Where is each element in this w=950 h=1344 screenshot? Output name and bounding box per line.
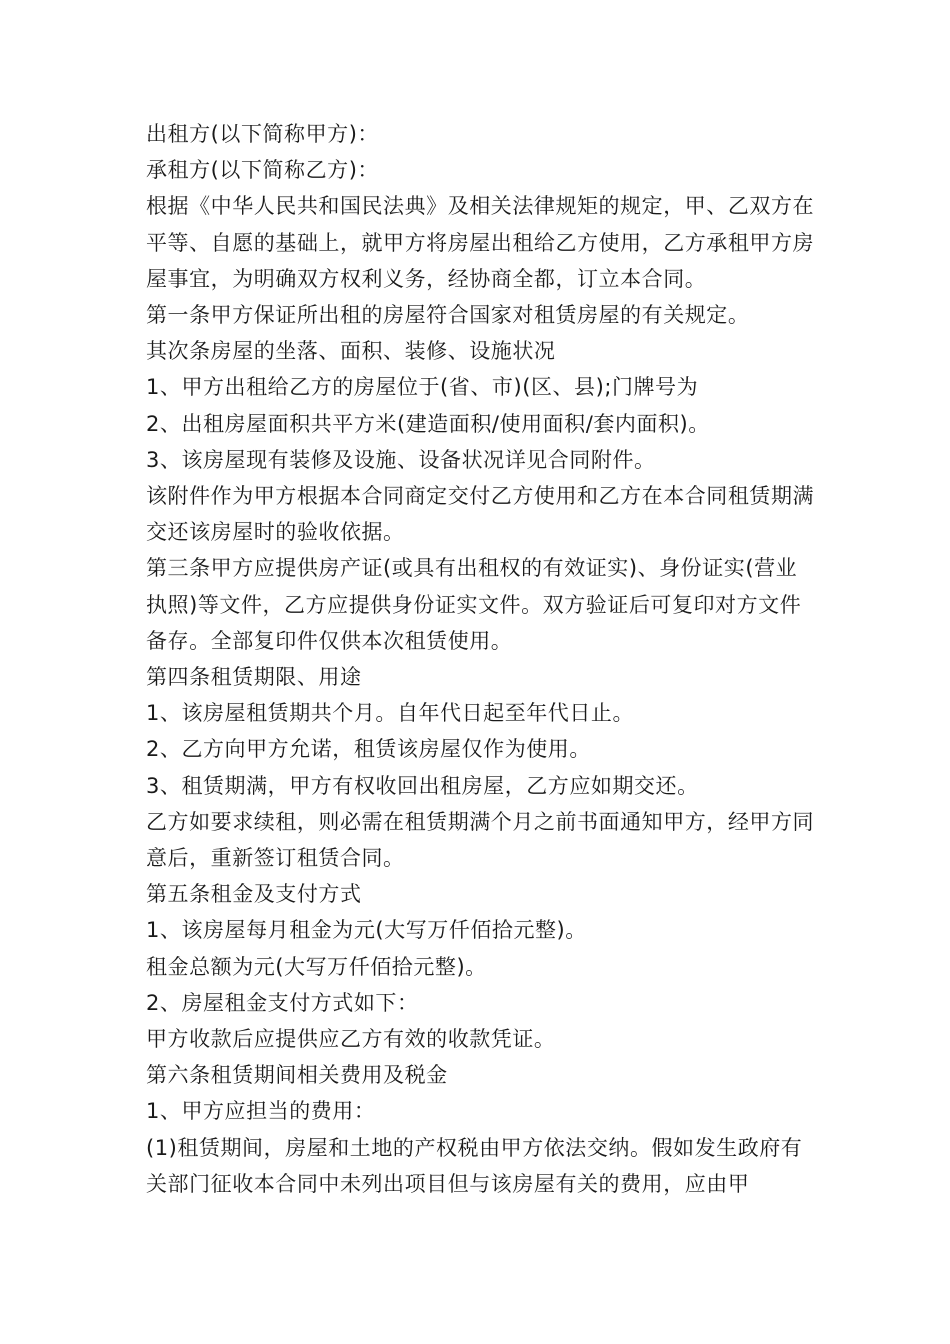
article-5-total-rent: 租金总额为元(大写万仟佰拾元整)。 xyxy=(146,954,487,979)
party-lessor-line: 出租方(以下简称甲方)： xyxy=(146,122,379,146)
article-4-item-3: 3、租赁期满，甲方有权收回出租房屋，乙方应如期交还。 xyxy=(146,773,699,798)
article-4-renewal-note: 乙方如要求续租，则必需在租赁期满个月之前书面通知甲方，经甲方同意后，重新签订租赁合同。 xyxy=(146,809,815,871)
article-6-item-1-sub-1: (1)租赁期间，房屋和土地的产权税由甲方依法交纳。假如发生政府有关部门征收本合同中未列出项目但与该房屋有关的费用，应由甲 xyxy=(146,1135,803,1196)
document-body xyxy=(146,116,816,1202)
article-1: 第一条甲方保证所出租的房屋符合国家对租赁房屋的有关规定。 xyxy=(146,303,750,328)
article-6-item-1: 1、甲方应担当的费用： xyxy=(146,1099,376,1124)
party-lessee-line: 承租方(以下简称乙方)： xyxy=(146,158,379,183)
article-2-item-1: 1、甲方出租给乙方的房屋位于(省、市)(区、县);门牌号为 xyxy=(146,375,699,400)
article-3: 第三条甲方应提供房产证(或具有出租权的有效证实)、身份证实(营业执照)等文件，乙方应提供身份证实文件。双方验证后可复印对方文件备存。全部复印件仅供本次租赁使用。 xyxy=(146,556,802,653)
article-4-item-2: 2、乙方向甲方允诺，租赁该房屋仅作为使用。 xyxy=(146,737,591,762)
preamble-paragraph: 根据《中华人民共和国民法典》及相关法律规矩的规定，甲、乙双方在平等、自愿的基础上，就甲方将房屋出租给乙方使用，乙方承租甲方房屋事宜，为明确双方权利义务，经协商全都，订立本合同。 xyxy=(146,194,815,291)
article-4-heading: 第四条租赁期限、用途 xyxy=(146,665,362,690)
article-5-receipt-note: 甲方收款后应提供应乙方有效的收款凭证。 xyxy=(146,1027,556,1052)
article-5-item-2: 2、房屋租金支付方式如下： xyxy=(146,990,419,1015)
article-6-heading: 第六条租赁期间相关费用及税金 xyxy=(146,1063,448,1088)
article-2-note: 该附件作为甲方根据本合同商定交付乙方使用和乙方在本合同租赁期满交还该房屋时的验收依据。 xyxy=(146,484,815,545)
article-2-item-3: 3、该房屋现有装修及设施、设备状况详见合同附件。 xyxy=(146,447,656,472)
article-5-item-1: 1、该房屋每月租金为元(大写万仟佰拾元整)。 xyxy=(146,918,587,943)
article-2-item-2: 2、出租房屋面积共平方米(建造面积/使用面积/套内面积)。 xyxy=(146,411,710,436)
article-5-heading: 第五条租金及支付方式 xyxy=(146,882,362,907)
article-2-heading: 其次条房屋的坐落、面积、装修、设施状况 xyxy=(146,339,556,364)
article-4-item-1: 1、该房屋租赁期共个月。自年代日起至年代日止。 xyxy=(146,701,635,726)
